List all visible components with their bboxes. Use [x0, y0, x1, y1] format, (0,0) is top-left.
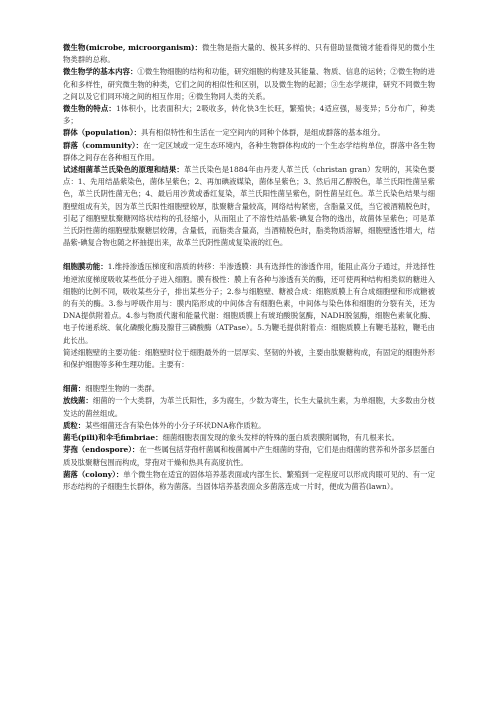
- term: 细菌：: [63, 384, 86, 394]
- term: 芽孢（endospore）：: [63, 445, 140, 455]
- para-endospore: [63, 444, 435, 468]
- term: 质粒：: [63, 420, 86, 430]
- definition: 在一定区域或一定生态环境内，各种生物群体构成的一个生态学结构单位，群落中各生物群体之间存在各种相互作用。: [63, 140, 435, 162]
- definition: ①微生物细胞的结构和功能，研究细胞的构建及其能量、物质、信息的运转；②微生物的进化和多样性，研究微生物的种类，它们之间的相似性和区别，以及微生物的起源；③生态学规律，研究不同微生物之间以及它们同环境之间的相互作用；④微生物同人类的关系。: [63, 67, 435, 101]
- document-body: [63, 42, 435, 493]
- term: 细胞膜功能：: [63, 262, 108, 272]
- definition: 1体积小，比表面积大；2吸收多，转化快3生长旺，繁殖快；4适应强，易变异；5分布广，种类多；: [63, 104, 435, 126]
- para-microbe-features: [63, 103, 435, 127]
- term: 试述细菌革兰氏染色的原理和结果：: [63, 165, 184, 175]
- para-cell-wall: [63, 347, 435, 371]
- definition: 具有相似特性和生活在一定空间内的同种个体群，是组成群落的基本组分。: [141, 128, 385, 138]
- para-gram-stain: [63, 164, 435, 249]
- term: 放线菌：: [63, 396, 93, 406]
- definition: 微生物是指大量的、极其多样的、只有借助显微镜才能看得见的微小生物类群的总称。: [63, 43, 435, 65]
- para-pili: [63, 432, 435, 444]
- term: 菌毛(pili)和伞毛fimbriae：: [63, 433, 163, 443]
- para-cell-membrane: [63, 261, 435, 346]
- term: 菌落（colony）：: [63, 469, 124, 479]
- term: 微生物(microbe, microorganism)：: [63, 43, 203, 52]
- para-microbiology-content: [63, 66, 435, 103]
- definition: 革兰氏染色是1884年由丹麦人革兰氏（christan gran）发明的，其染色要点：1、先用结晶紫染色，菌体呈紫色；2、再加碘液媒染，菌体呈紫色；3、然后用乙醇脱色，革兰氏阳性菌呈紫色，革兰氏阴性菌无色；4、最后用沙黄或番红复染，革兰氏阳性菌呈紫色，阴性菌呈红色。革兰氏染色结果与细胞壁组成有关，因为革兰氏阳性细胞壁较厚，肽聚糖含量较高，网络结构紧密，含脂量又低，当它被酒精脱色时，引起了细胞壁肽聚糖网络状结构的孔径缩小，从而阻止了不溶性结晶紫-碘复合物的逸出，故菌体呈紫色；可是革兰氏阴性菌的细胞壁肽聚糖层较薄，含量低，而脂类含量高，当酒精脱色时，脂类物质溶解，细胞壁透性增大，结晶紫-碘复合物也随之杯抽提出来，故革兰氏阴性菌成复染液的红色。: [63, 165, 435, 248]
- para-microbe: [63, 42, 435, 66]
- term: 群体（population）：: [63, 128, 142, 138]
- para-community: [63, 140, 435, 164]
- term: 群落（community）：: [63, 140, 144, 150]
- definition: 1.维持渗透压梯度和溶质的转移：半渗透膜：具有选择性的渗透作用，能阻止高分子通过，并选择性地逆浓度梯度吸收某些低分子进入细胞。膜有极性：膜上有各种与渗透有关的酶，还可使两种结构相类似的糖进入细胞的比例不同，吸收某些分子，排出某些分子；2.参与细胞壁、糖被合成：细胞质膜上有合成细胞壁和形成糖被的有关的酶。3.参与呼吸作用与：膜内陷形成的中间体含有细胞色素，中间体与染色体和细胞的分裂有关，还为DNA提供附着点。4.参与物质代谢和能量代谢：细胞质膜上有琥珀酸脱氢酶，NADH脱氢酶，细胞色素氧化酶、电子传递系统、氧化磷酸化酶及腺苷三磷酸酶（ATPase）。5.为鞭毛提供附着点：细胞质膜上有鞭毛基粒，鞭毛由此长出。: [63, 262, 435, 345]
- term: 微生物学的基本内容：: [63, 67, 138, 77]
- paragraph-gap: [63, 371, 435, 383]
- definition: 细胞型生物的一类群。: [85, 384, 160, 394]
- definition: 在一些属包括芽孢杆菌属和梭菌属中产生细菌的芽孢，它们是由细菌的营养和外部多层蛋白质及肽聚糖包围而构成，芽孢对干燥和热具有高度抗性。: [63, 445, 435, 467]
- para-population: [63, 127, 435, 139]
- definition: 简述细胞壁的主要功能：细胞壁时位于细胞最外的一层厚实、坚韧的外被，主要由肽聚糖构成，有固定的细胞外形和保护细胞等多种生理功能。主要有：: [63, 347, 435, 370]
- definition: 某些细菌还含有染色体外的小分子环状DNA称作质粒。: [85, 420, 266, 430]
- para-plasmid: [63, 420, 435, 432]
- definition: 细菌细胞表面发现的象头发样的特殊的蛋白质表膜附属物，有几根来长。: [162, 433, 399, 443]
- para-colony: [63, 469, 435, 493]
- definition: 细菌的一个大类群，为革兰氏阳性，多为腐生，少数为寄生，长生大量抗生素，为单细胞，大多数由分枝发达的菌丝组成。: [63, 396, 435, 418]
- paragraph-gap: [63, 249, 435, 261]
- para-actinomycetes: [63, 395, 435, 419]
- para-bacteria: [63, 383, 435, 395]
- term: 微生物的特点：: [63, 104, 117, 114]
- definition: 单个微生物在适宜的固体培养基表面或内部生长、繁殖到一定程度可以形成肉眼可见的、有一定形态结构的子细胞生长群体，称为菌落。当固体培养基表面众多菌落连成一片时，便成为菌苔(lawn）。: [63, 469, 435, 491]
